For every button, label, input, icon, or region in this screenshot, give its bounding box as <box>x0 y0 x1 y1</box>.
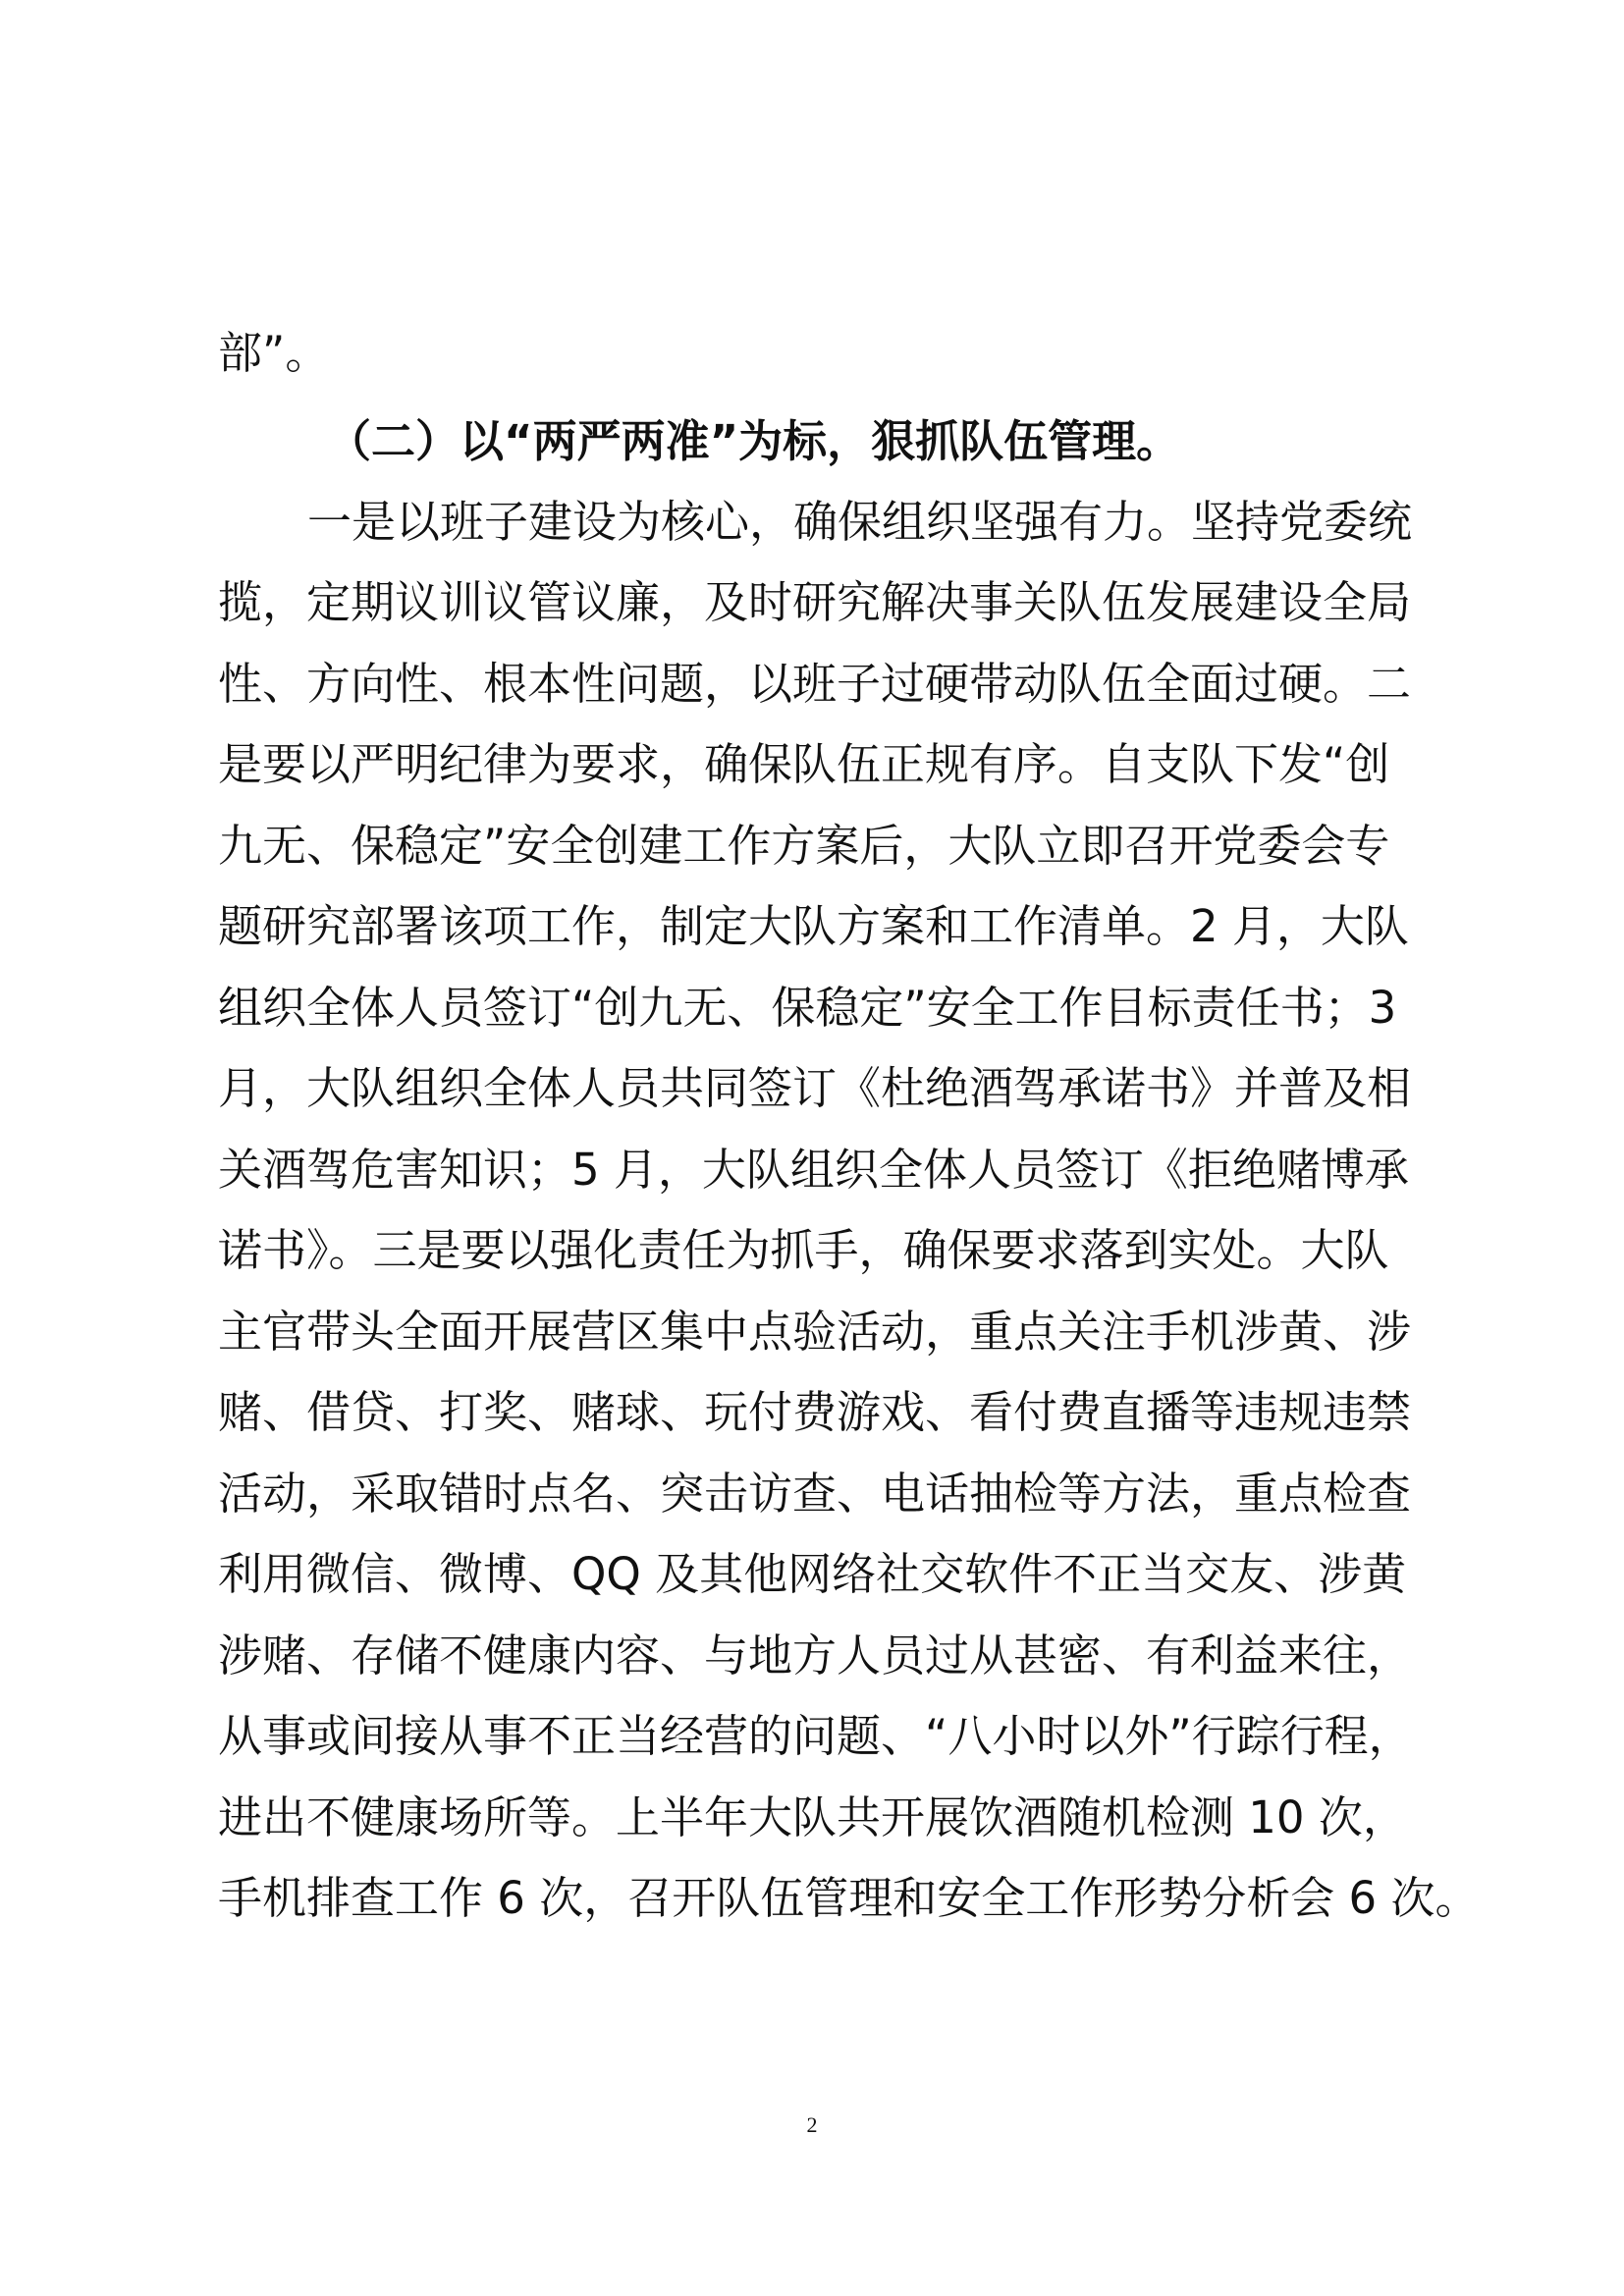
paragraph-line: 涉赌、存储不健康内容、与地方人员过从甚密、有利益来往， <box>218 1629 1412 1682</box>
paragraph-line: 组织全体人员签订“创九无、保稳定”安全工作目标责任书；3 <box>218 982 1397 1034</box>
paragraph-end-line: 部”。 <box>218 327 330 379</box>
paragraph-line: 题研究部署该项工作，制定大队方案和工作清单。2 月，大队 <box>218 900 1409 952</box>
paragraph-line: 诺书》。三是要以强化责任为抓手，确保要求落到实处。大队 <box>218 1224 1389 1276</box>
paragraph-line: 赌、借贷、打奖、赌球、玩付费游戏、看付费直播等违规违禁 <box>218 1386 1412 1438</box>
page-number: 2 <box>806 2112 818 2137</box>
paragraph-line: 一是以班子建设为核心，确保组织坚强有力。坚持党委统 <box>307 496 1413 548</box>
paragraph-line: 活动，采取错时点名、突击访查、电话抽检等方法，重点检查 <box>218 1468 1412 1520</box>
paragraph-line: 性、方向性、根本性问题，以班子过硬带动队伍全面过硬。二 <box>218 658 1412 710</box>
paragraph-line: 关酒驾危害知识；5 月，大队组织全体人员签订《拒绝赌博承 <box>218 1144 1409 1196</box>
paragraph-line: 利用微信、微博、QQ 及其他网络社交软件不正当交友、涉黄 <box>218 1548 1407 1600</box>
paragraph-line: 月，大队组织全体人员共同签订《杜绝酒驾承诺书》并普及相 <box>218 1062 1412 1114</box>
section-heading: （二）以“两严两准”为标，狠抓队伍管理。 <box>327 415 1181 467</box>
paragraph-line: 进出不健康场所等。上半年大队共开展饮酒随机检测 10 次， <box>218 1791 1407 1843</box>
paragraph-line: 九无、保稳定”安全创建工作方案后，大队立即召开党委会专 <box>218 820 1390 872</box>
paragraph-line: 揽，定期议训议管议廉，及时研究解决事关队伍发展建设全局 <box>218 576 1412 628</box>
paragraph-line: 主官带头全面开展营区集中点验活动，重点关注手机涉黄、涉 <box>218 1306 1412 1358</box>
paragraph-line: 手机排查工作 6 次，召开队伍管理和安全工作形势分析会 6 次。 <box>218 1872 1480 1924</box>
paragraph-line: 是要以严明纪律为要求，确保队伍正规有序。自支队下发“创 <box>218 738 1390 790</box>
paragraph-line: 从事或间接从事不正当经营的问题、“八小时以外”行踪行程， <box>218 1710 1413 1762</box>
